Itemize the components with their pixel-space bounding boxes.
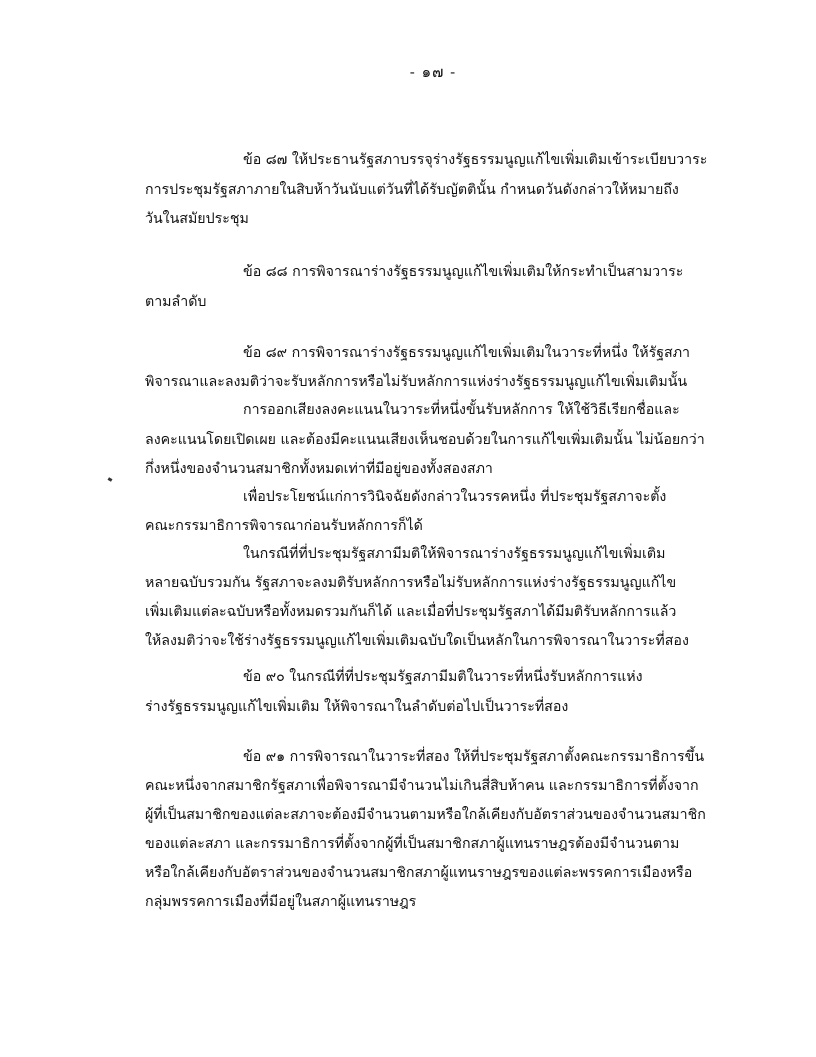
section-88-line: ข้อ ๘๘ การพิจารณาร่างรัฐธรรมนูญแก้ไขเพิ่มเติมให้กระทำเป็นสามวาระ <box>243 264 684 280</box>
section-87-line: ข้อ ๘๗ ให้ประธานรัฐสภาบรรจุร่างรัฐธรรมนูญแก้ไขเพิ่มเติมเข้าระเบียบวาระ <box>243 152 708 168</box>
section-89-line: การออกเสียงลงคะแนนในวาระที่หนึ่งขั้นรับหลักการ ให้ใช้วิธีเรียกชื่อและ <box>243 402 680 418</box>
section-89-line: ลงคะแนนโดยเปิดเผย และต้องมีคะแนนเสียงเห็นชอบด้วยในการแก้ไขเพิ่มเติมนั้น ไม่น้อยกว่า <box>145 432 705 448</box>
scan-speck <box>108 477 113 482</box>
section-89-line: ในกรณีที่ที่ประชุมรัฐสภามีมติให้พิจารณาร่างรัฐธรรมนูญแก้ไขเพิ่มเติม <box>243 546 666 562</box>
section-90-line: ร่างรัฐธรรมนูญแก้ไขเพิ่มเติม ให้พิจารณาในลำดับต่อไปเป็นวาระที่สอง <box>145 699 569 715</box>
section-89-line: หลายฉบับรวมกัน รัฐสภาจะลงมติรับหลักการหรือไม่รับหลักการแห่งร่างรัฐธรรมนูญแก้ไข <box>145 575 677 591</box>
section-89-line: เพื่อประโยชน์แก่การวินิจฉัยดังกล่าวในวรรคหนึ่ง ที่ประชุมรัฐสภาจะตั้ง <box>243 489 667 505</box>
page-number: - ๑๗ - <box>409 63 457 81</box>
section-87-line: วันในสมัยประชุม <box>145 211 249 227</box>
section-91-line: ข้อ ๙๑ การพิจารณาในวาระที่สอง ให้ที่ประชุมรัฐสภาตั้งคณะกรรมาธิการขึ้น <box>243 749 705 765</box>
section-91-line: กลุ่มพรรคการเมืองที่มีอยู่ในสภาผู้แทนราษฎร <box>145 894 417 910</box>
section-89-line: ข้อ ๘๙ การพิจารณาร่างรัฐธรรมนูญแก้ไขเพิ่มเติมในวาระที่หนึ่ง ให้รัฐสภา <box>243 345 691 361</box>
section-91-line: ผู้ที่เป็นสมาชิกของแต่ละสภาจะต้องมีจำนวนตามหรือใกล้เคียงกับอัตราส่วนของจำนวนสมาชิก <box>145 807 706 823</box>
section-91-line: หรือใกล้เคียงกับอัตราส่วนของจำนวนสมาชิกสภาผู้แทนราษฎรของแต่ละพรรคการเมืองหรือ <box>145 865 693 881</box>
section-91-line: คณะหนึ่งจากสมาชิกรัฐสภาเพื่อพิจารณามีจำนวนไม่เกินสี่สิบห้าคน และกรรมาธิการที่ตั้งจาก <box>145 778 699 794</box>
section-89-line: กึ่งหนึ่งของจำนวนสมาชิกทั้งหมดเท่าที่มีอยู่ของทั้งสองสภา <box>145 461 493 477</box>
section-87-line: การประชุมรัฐสภาภายในสิบห้าวันนับแต่วันที่ได้รับญัตตินั้น กำหนดวันดังกล่าวให้หมายถึง <box>145 182 679 198</box>
section-89-line: ให้ลงมติว่าจะใช้ร่างรัฐธรรมนูญแก้ไขเพิ่มเติมฉบับใดเป็นหลักในการพิจารณาในวาระที่สอง <box>145 633 689 649</box>
section-91-line: ของแต่ละสภา และกรรมาธิการที่ตั้งจากผู้ที่เป็นสมาชิกสภาผู้แทนราษฎรต้องมีจำนวนตาม <box>145 836 680 852</box>
section-89-line: พิจารณาและลงมติว่าจะรับหลักการหรือไม่รับหลักการแห่งร่างรัฐธรรมนูญแก้ไขเพิ่มเติมนั้น <box>145 374 688 390</box>
section-88-line: ตามลำดับ <box>145 294 207 310</box>
section-89-line: คณะกรรมาธิการพิจารณาก่อนรับหลักการก็ได้ <box>145 518 423 534</box>
section-90-line: ข้อ ๙๐ ในกรณีที่ที่ประชุมรัฐสภามีมติในวาระที่หนึ่งรับหลักการแห่ง <box>243 669 643 685</box>
section-89-line: เพิ่มเติมแต่ละฉบับหรือทั้งหมดรวมกันก็ได้ และเมื่อที่ประชุมรัฐสภาได้มีมติรับหลักการแล้ว <box>145 604 677 620</box>
